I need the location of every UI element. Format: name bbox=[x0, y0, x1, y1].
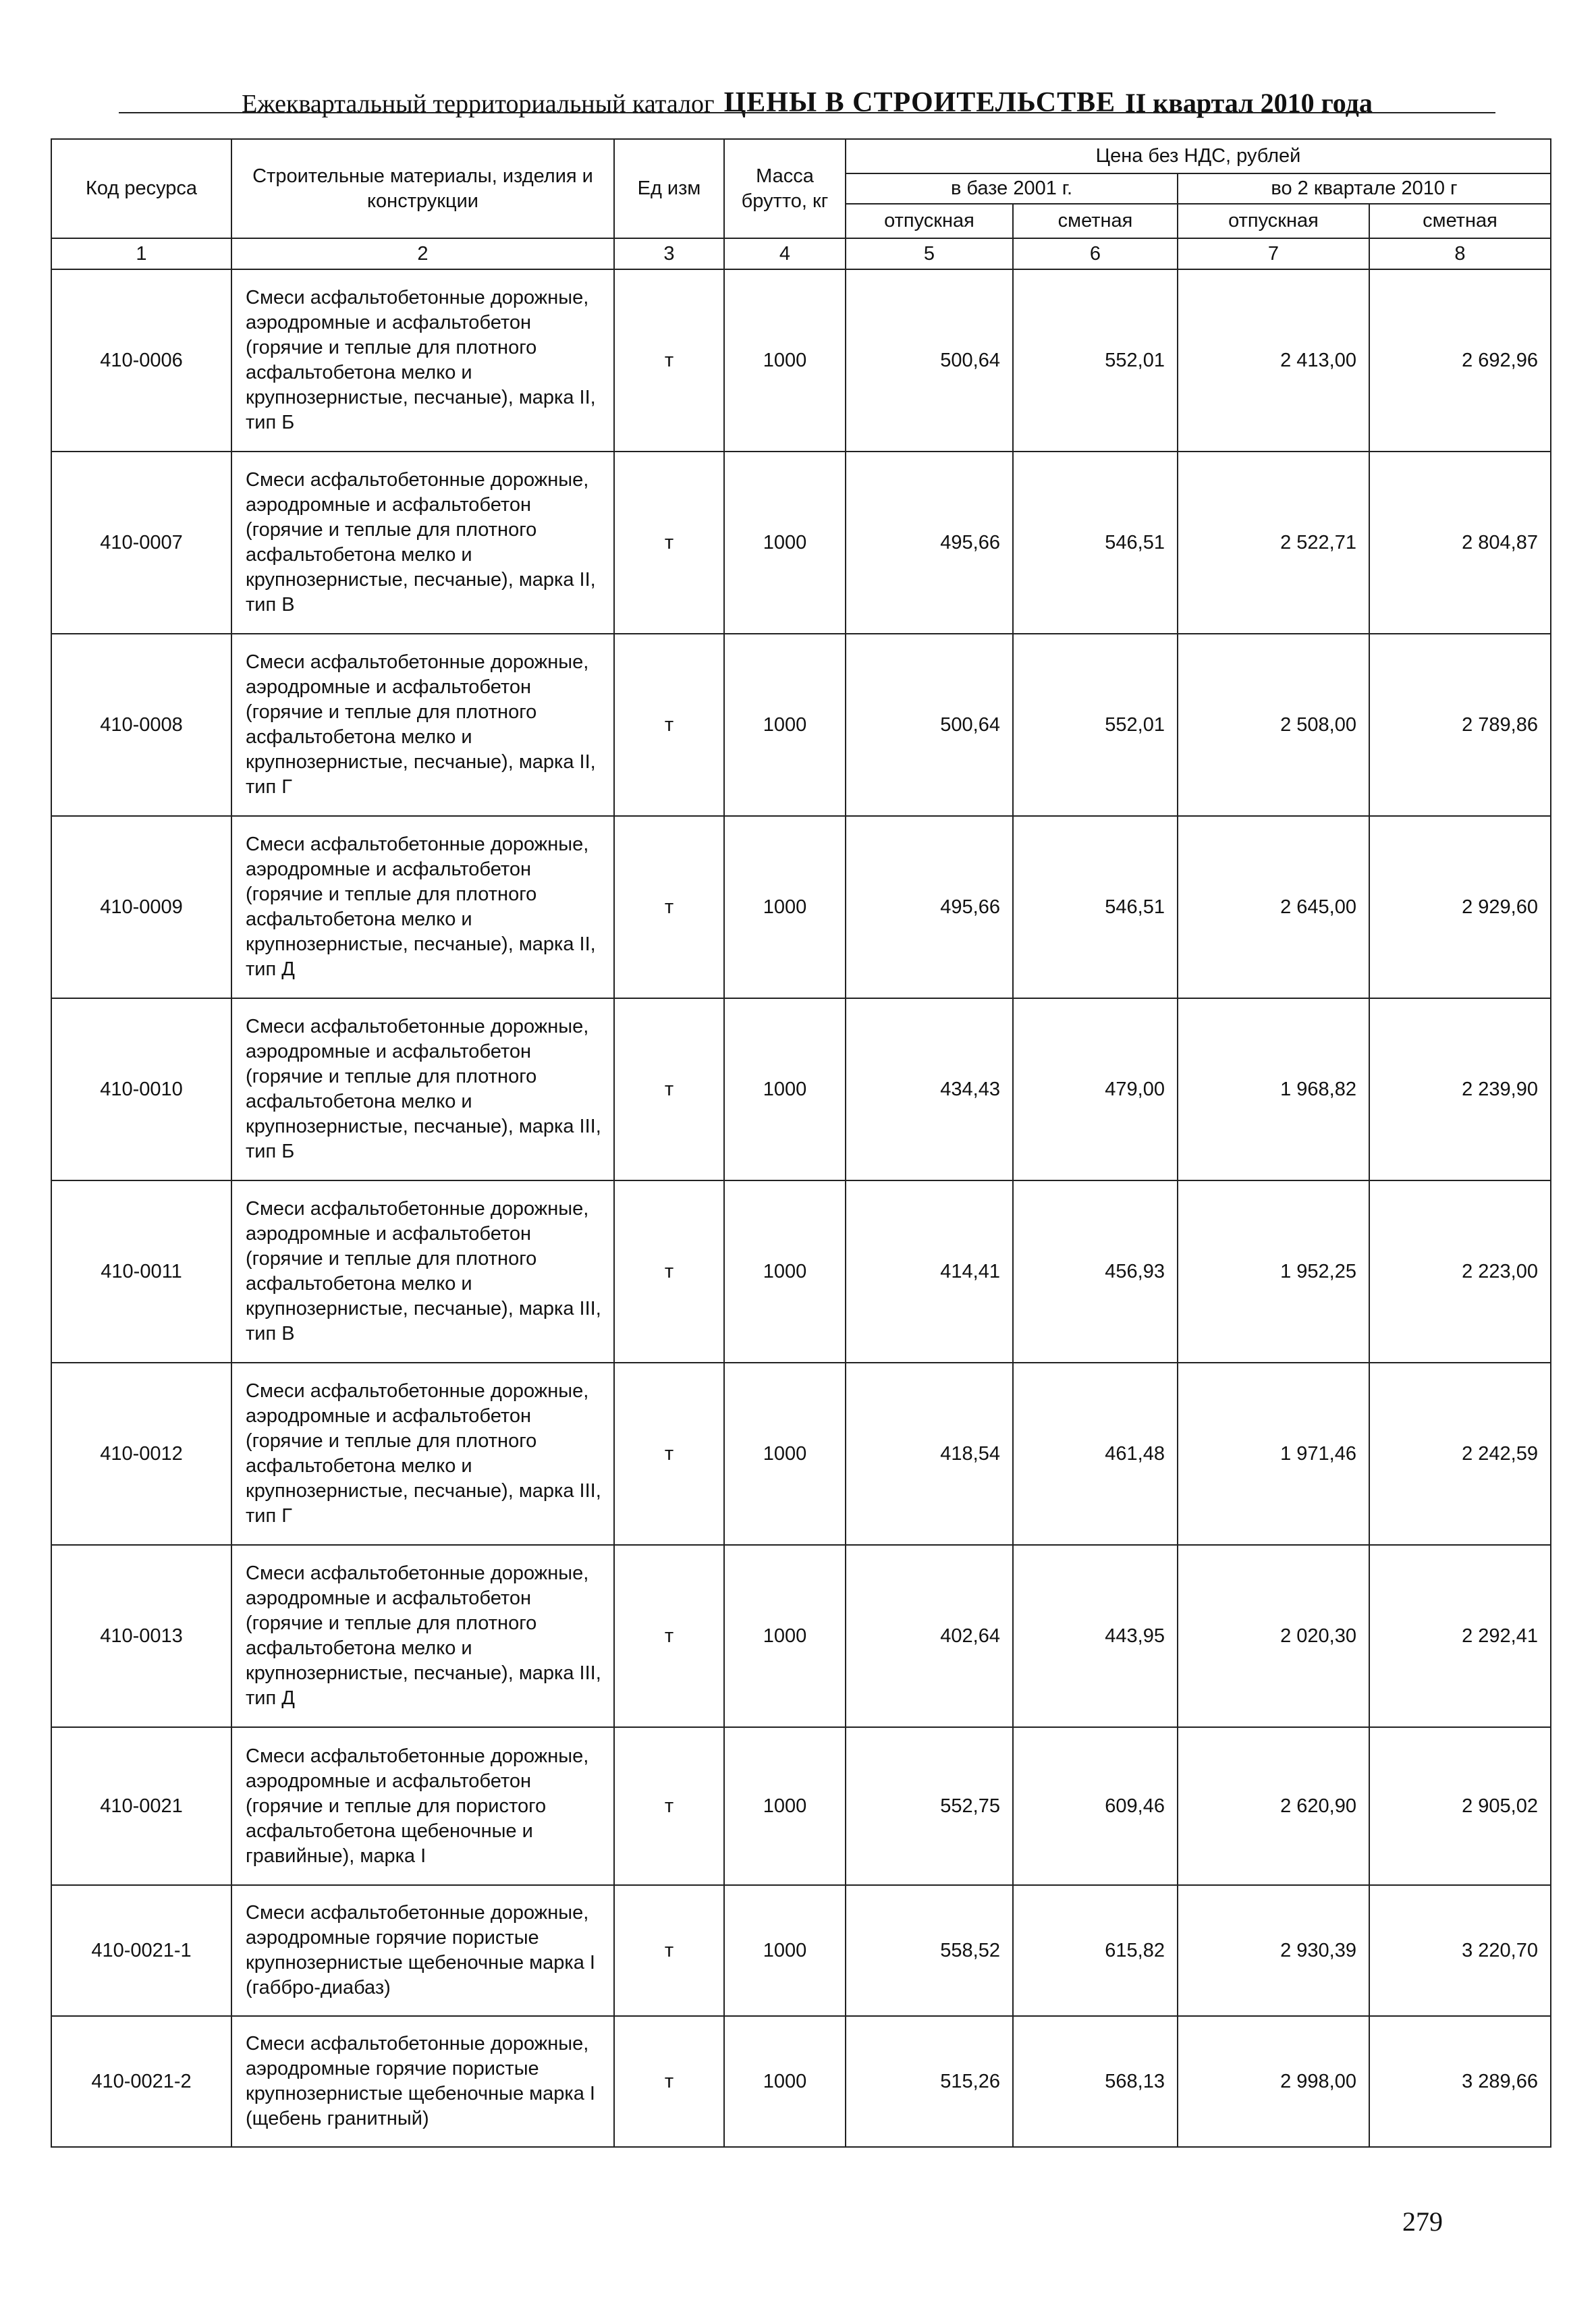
unit: т bbox=[614, 1727, 724, 1885]
unit: т bbox=[614, 452, 724, 634]
material-name: Смеси асфальтобетонные дорожные, аэродромные и асфальтобетон (горячие и теплые для плотного асфальтобетона мелко и крупнозернистые, песчаные), марка II, тип Д bbox=[231, 816, 614, 998]
resource-code: 410-0006 bbox=[51, 269, 231, 452]
resource-code: 410-0013 bbox=[51, 1545, 231, 1727]
header-catalog-name: Ежеквартальный территориальный каталог bbox=[242, 90, 715, 118]
header-period: II квартал 2010 года bbox=[1125, 88, 1373, 118]
current-estimate-price: 2 929,60 bbox=[1369, 816, 1551, 998]
gross-mass: 1000 bbox=[724, 2016, 846, 2147]
table-row bbox=[51, 998, 1551, 1180]
unit: т bbox=[614, 998, 724, 1180]
base-release-price: 558,52 bbox=[846, 1885, 1013, 2016]
material-name: Смеси асфальтобетонные дорожные, аэродромные горячие пористые крупнозернистые щебеночные марка I (габбро-диабаз) bbox=[231, 1885, 614, 2016]
gross-mass: 1000 bbox=[724, 452, 846, 634]
material-name: Смеси асфальтобетонные дорожные, аэродромные и асфальтобетон (горячие и теплые для пористого асфальтобетона щебеночные и гравийные), марка I bbox=[231, 1727, 614, 1885]
gross-mass: 1000 bbox=[724, 634, 846, 816]
current-release-price: 2 508,00 bbox=[1178, 634, 1369, 816]
base-release-price: 414,41 bbox=[846, 1180, 1013, 1363]
header-current-period: во 2 квартале 2010 г bbox=[1178, 173, 1551, 204]
base-release-price: 418,54 bbox=[846, 1363, 1013, 1545]
resource-code: 410-0010 bbox=[51, 998, 231, 1180]
column-number: 4 bbox=[724, 238, 846, 269]
current-release-price: 1 952,25 bbox=[1178, 1180, 1369, 1363]
unit: т bbox=[614, 1885, 724, 2016]
header-code: Код ресурса bbox=[51, 139, 231, 238]
header-rule bbox=[119, 112, 1495, 113]
base-estimate-price: 568,13 bbox=[1013, 2016, 1178, 2147]
header-price-group: Цена без НДС, рублей bbox=[846, 139, 1551, 173]
base-estimate-price: 552,01 bbox=[1013, 269, 1178, 452]
header-base-release: отпускная bbox=[846, 204, 1013, 238]
current-estimate-price: 3 289,66 bbox=[1369, 2016, 1551, 2147]
material-name: Смеси асфальтобетонные дорожные, аэродромные и асфальтобетон (горячие и теплые для плотного асфальтобетона мелко и крупнозернистые, песчаные), марка II, тип Г bbox=[231, 634, 614, 816]
column-number: 8 bbox=[1369, 238, 1551, 269]
base-estimate-price: 456,93 bbox=[1013, 1180, 1178, 1363]
current-estimate-price: 2 804,87 bbox=[1369, 452, 1551, 634]
current-estimate-price: 2 789,86 bbox=[1369, 634, 1551, 816]
header-current-estimate: сметная bbox=[1369, 204, 1551, 238]
current-estimate-price: 3 220,70 bbox=[1369, 1885, 1551, 2016]
current-release-price: 2 020,30 bbox=[1178, 1545, 1369, 1727]
header-mass: Масса брутто, кг bbox=[724, 139, 846, 238]
gross-mass: 1000 bbox=[724, 998, 846, 1180]
current-release-price: 2 413,00 bbox=[1178, 269, 1369, 452]
gross-mass: 1000 bbox=[724, 816, 846, 998]
current-estimate-price: 2 692,96 bbox=[1369, 269, 1551, 452]
gross-mass: 1000 bbox=[724, 1545, 846, 1727]
current-release-price: 2 620,90 bbox=[1178, 1727, 1369, 1885]
header-current-release: отпускная bbox=[1178, 204, 1369, 238]
material-name: Смеси асфальтобетонные дорожные, аэродромные горячие пористые крупнозернистые щебеночные марка I (щебень гранитный) bbox=[231, 2016, 614, 2147]
current-estimate-price: 2 292,41 bbox=[1369, 1545, 1551, 1727]
base-release-price: 515,26 bbox=[846, 2016, 1013, 2147]
price-table bbox=[51, 138, 1551, 2148]
header-base-period: в базе 2001 г. bbox=[846, 173, 1178, 204]
base-estimate-price: 615,82 bbox=[1013, 1885, 1178, 2016]
base-release-price: 500,64 bbox=[846, 634, 1013, 816]
current-estimate-price: 2 905,02 bbox=[1369, 1727, 1551, 1885]
base-release-price: 402,64 bbox=[846, 1545, 1013, 1727]
base-estimate-price: 552,01 bbox=[1013, 634, 1178, 816]
resource-code: 410-0009 bbox=[51, 816, 231, 998]
current-estimate-price: 2 242,59 bbox=[1369, 1363, 1551, 1545]
resource-code: 410-0021-1 bbox=[51, 1885, 231, 2016]
column-number: 7 bbox=[1178, 238, 1369, 269]
column-number: 5 bbox=[846, 238, 1013, 269]
unit: т bbox=[614, 634, 724, 816]
table-row bbox=[51, 634, 1551, 816]
current-release-price: 2 930,39 bbox=[1178, 1885, 1369, 2016]
page-number: 279 bbox=[1402, 2206, 1443, 2237]
material-name: Смеси асфальтобетонные дорожные, аэродромные и асфальтобетон (горячие и теплые для плотного асфальтобетона мелко и крупнозернистые, песчаные), марка III, тип Б bbox=[231, 998, 614, 1180]
material-name: Смеси асфальтобетонные дорожные, аэродромные и асфальтобетон (горячие и теплые для плотного асфальтобетона мелко и крупнозернистые, песчаные), марка II, тип Б bbox=[231, 269, 614, 452]
gross-mass: 1000 bbox=[724, 1727, 846, 1885]
current-estimate-price: 2 239,90 bbox=[1369, 998, 1551, 1180]
column-number: 3 bbox=[614, 238, 724, 269]
unit: т bbox=[614, 1180, 724, 1363]
unit: т bbox=[614, 1363, 724, 1545]
header-name: Строительные материалы, изделия и конструкции bbox=[231, 139, 614, 238]
base-estimate-price: 546,51 bbox=[1013, 816, 1178, 998]
base-release-price: 500,64 bbox=[846, 269, 1013, 452]
material-name: Смеси асфальтобетонные дорожные, аэродромные и асфальтобетон (горячие и теплые для плотного асфальтобетона мелко и крупнозернистые, песчаные), марка II, тип В bbox=[231, 452, 614, 634]
current-release-price: 2 522,71 bbox=[1178, 452, 1369, 634]
table-row bbox=[51, 816, 1551, 998]
unit: т bbox=[614, 269, 724, 452]
unit: т bbox=[614, 2016, 724, 2147]
column-number: 2 bbox=[231, 238, 614, 269]
base-estimate-price: 443,95 bbox=[1013, 1545, 1178, 1727]
table-row bbox=[51, 452, 1551, 634]
current-release-price: 1 971,46 bbox=[1178, 1363, 1369, 1545]
table-row bbox=[51, 2016, 1551, 2147]
current-estimate-price: 2 223,00 bbox=[1369, 1180, 1551, 1363]
material-name: Смеси асфальтобетонные дорожные, аэродромные и асфальтобетон (горячие и теплые для плотного асфальтобетона мелко и крупнозернистые, песчаные), марка III, тип В bbox=[231, 1180, 614, 1363]
gross-mass: 1000 bbox=[724, 269, 846, 452]
column-number: 1 bbox=[51, 238, 231, 269]
base-estimate-price: 546,51 bbox=[1013, 452, 1178, 634]
resource-code: 410-0008 bbox=[51, 634, 231, 816]
header-title: ЦЕНЫ В СТРОИТЕЛЬСТВЕ bbox=[723, 87, 1116, 118]
resource-code: 410-0012 bbox=[51, 1363, 231, 1545]
table-row bbox=[51, 1180, 1551, 1363]
gross-mass: 1000 bbox=[724, 1885, 846, 2016]
base-release-price: 495,66 bbox=[846, 816, 1013, 998]
current-release-price: 2 645,00 bbox=[1178, 816, 1369, 998]
table-row bbox=[51, 1363, 1551, 1545]
resource-code: 410-0021-2 bbox=[51, 2016, 231, 2147]
current-release-price: 2 998,00 bbox=[1178, 2016, 1369, 2147]
table-row bbox=[51, 269, 1551, 452]
base-release-price: 552,75 bbox=[846, 1727, 1013, 1885]
header-base-estimate: сметная bbox=[1013, 204, 1178, 238]
base-estimate-price: 479,00 bbox=[1013, 998, 1178, 1180]
gross-mass: 1000 bbox=[724, 1363, 846, 1545]
table-row bbox=[51, 1885, 1551, 2016]
header-unit: Ед изм bbox=[614, 139, 724, 238]
column-number: 6 bbox=[1013, 238, 1178, 269]
table-row bbox=[51, 1545, 1551, 1727]
resource-code: 410-0021 bbox=[51, 1727, 231, 1885]
unit: т bbox=[614, 816, 724, 998]
material-name: Смеси асфальтобетонные дорожные, аэродромные и асфальтобетон (горячие и теплые для плотного асфальтобетона мелко и крупнозернистые, песчаные), марка III, тип Г bbox=[231, 1363, 614, 1545]
base-release-price: 495,66 bbox=[846, 452, 1013, 634]
unit: т bbox=[614, 1545, 724, 1727]
gross-mass: 1000 bbox=[724, 1180, 846, 1363]
base-estimate-price: 609,46 bbox=[1013, 1727, 1178, 1885]
base-release-price: 434,43 bbox=[846, 998, 1013, 1180]
base-estimate-price: 461,48 bbox=[1013, 1363, 1178, 1545]
table-row bbox=[51, 1727, 1551, 1885]
resource-code: 410-0011 bbox=[51, 1180, 231, 1363]
resource-code: 410-0007 bbox=[51, 452, 231, 634]
material-name: Смеси асфальтобетонные дорожные, аэродромные и асфальтобетон (горячие и теплые для плотного асфальтобетона мелко и крупнозернистые, песчаные), марка III, тип Д bbox=[231, 1545, 614, 1727]
current-release-price: 1 968,82 bbox=[1178, 998, 1369, 1180]
column-number-row bbox=[51, 238, 1551, 269]
